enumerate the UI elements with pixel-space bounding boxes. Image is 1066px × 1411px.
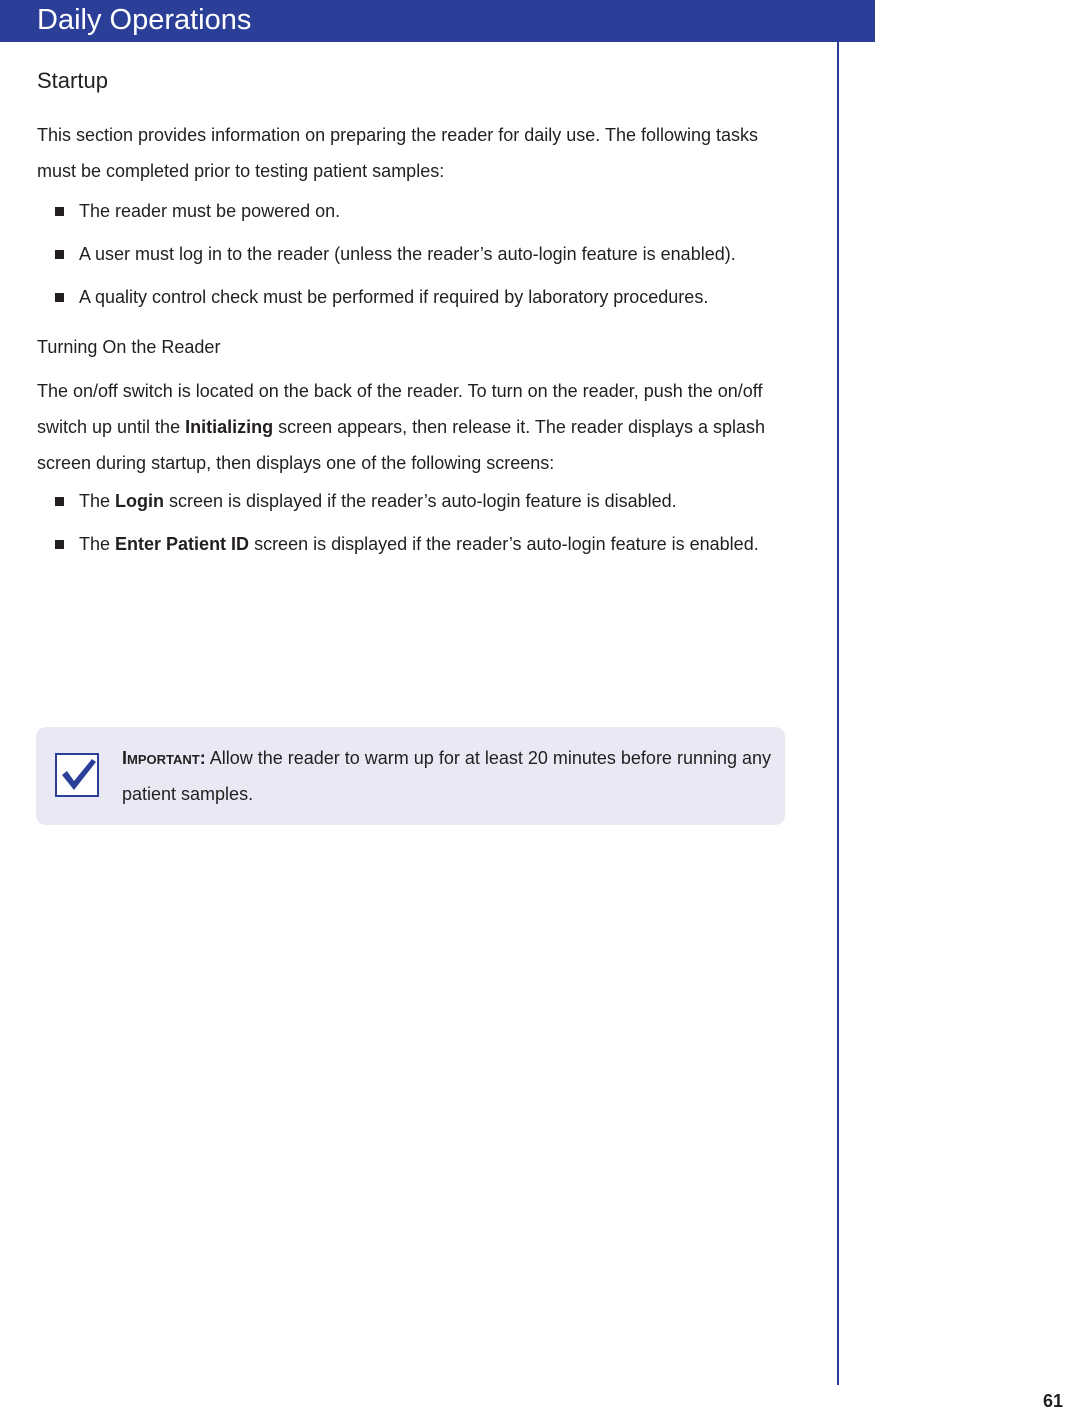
page-number: 61 <box>1043 1391 1064 1411</box>
main-content <box>37 66 787 563</box>
list-item <box>37 279 787 316</box>
square-bullet-icon <box>55 497 64 506</box>
turning-on-paragraph <box>37 373 787 481</box>
list-item <box>37 483 787 520</box>
right-margin-rule <box>837 42 839 1385</box>
item-suffix: screen is displayed if the reader’s auto-login feature is enabled. <box>249 534 759 554</box>
square-bullet-icon <box>55 207 64 216</box>
header-bar <box>0 0 875 42</box>
task-text: A user must log in to the reader (unless the reader’s auto-login feature is enabled). <box>79 244 736 264</box>
important-callout <box>36 727 785 825</box>
item-suffix: screen is displayed if the reader’s auto-login feature is disabled. <box>164 491 677 511</box>
initializing-term: Initializing <box>185 417 274 437</box>
paragraph-text: screen appears, then release it. The reader displays a splash screen during startup, then displays one of the following screens: <box>37 417 766 473</box>
important-note <box>122 740 772 812</box>
task-text: The reader must be powered on. <box>79 201 341 221</box>
list-item <box>37 236 787 273</box>
square-bullet-icon <box>55 250 64 259</box>
item-prefix: The <box>79 534 116 554</box>
square-bullet-icon <box>55 540 64 549</box>
list-item <box>37 526 787 563</box>
item-prefix: The <box>79 491 116 511</box>
checkbox-checkmark-icon <box>55 753 99 797</box>
task-text: A quality control check must be performed if required by laboratory procedures. <box>79 287 709 307</box>
square-bullet-icon <box>55 293 64 302</box>
turning-on-heading: Turning On the Reader <box>37 337 221 357</box>
important-label: Important: <box>122 748 206 768</box>
screen-list <box>37 483 787 563</box>
startup-task-list <box>37 193 787 316</box>
important-text: Allow the reader to warm up for at least 20 minutes before running any patient samples. <box>122 748 772 804</box>
enter-patient-id-term: Enter Patient ID <box>115 534 250 554</box>
list-item <box>37 193 787 230</box>
paragraph-text: The on/off switch is located on the back of the reader. To turn on the reader, push the on/off switch up until the <box>37 381 763 437</box>
login-term: Login <box>115 491 165 511</box>
startup-heading: Startup <box>37 68 108 93</box>
startup-intro: This section provides information on preparing the reader for daily use. The following tasks must be completed prior to testing patient samples: <box>37 125 759 181</box>
chapter-title: Daily Operations <box>37 4 252 36</box>
